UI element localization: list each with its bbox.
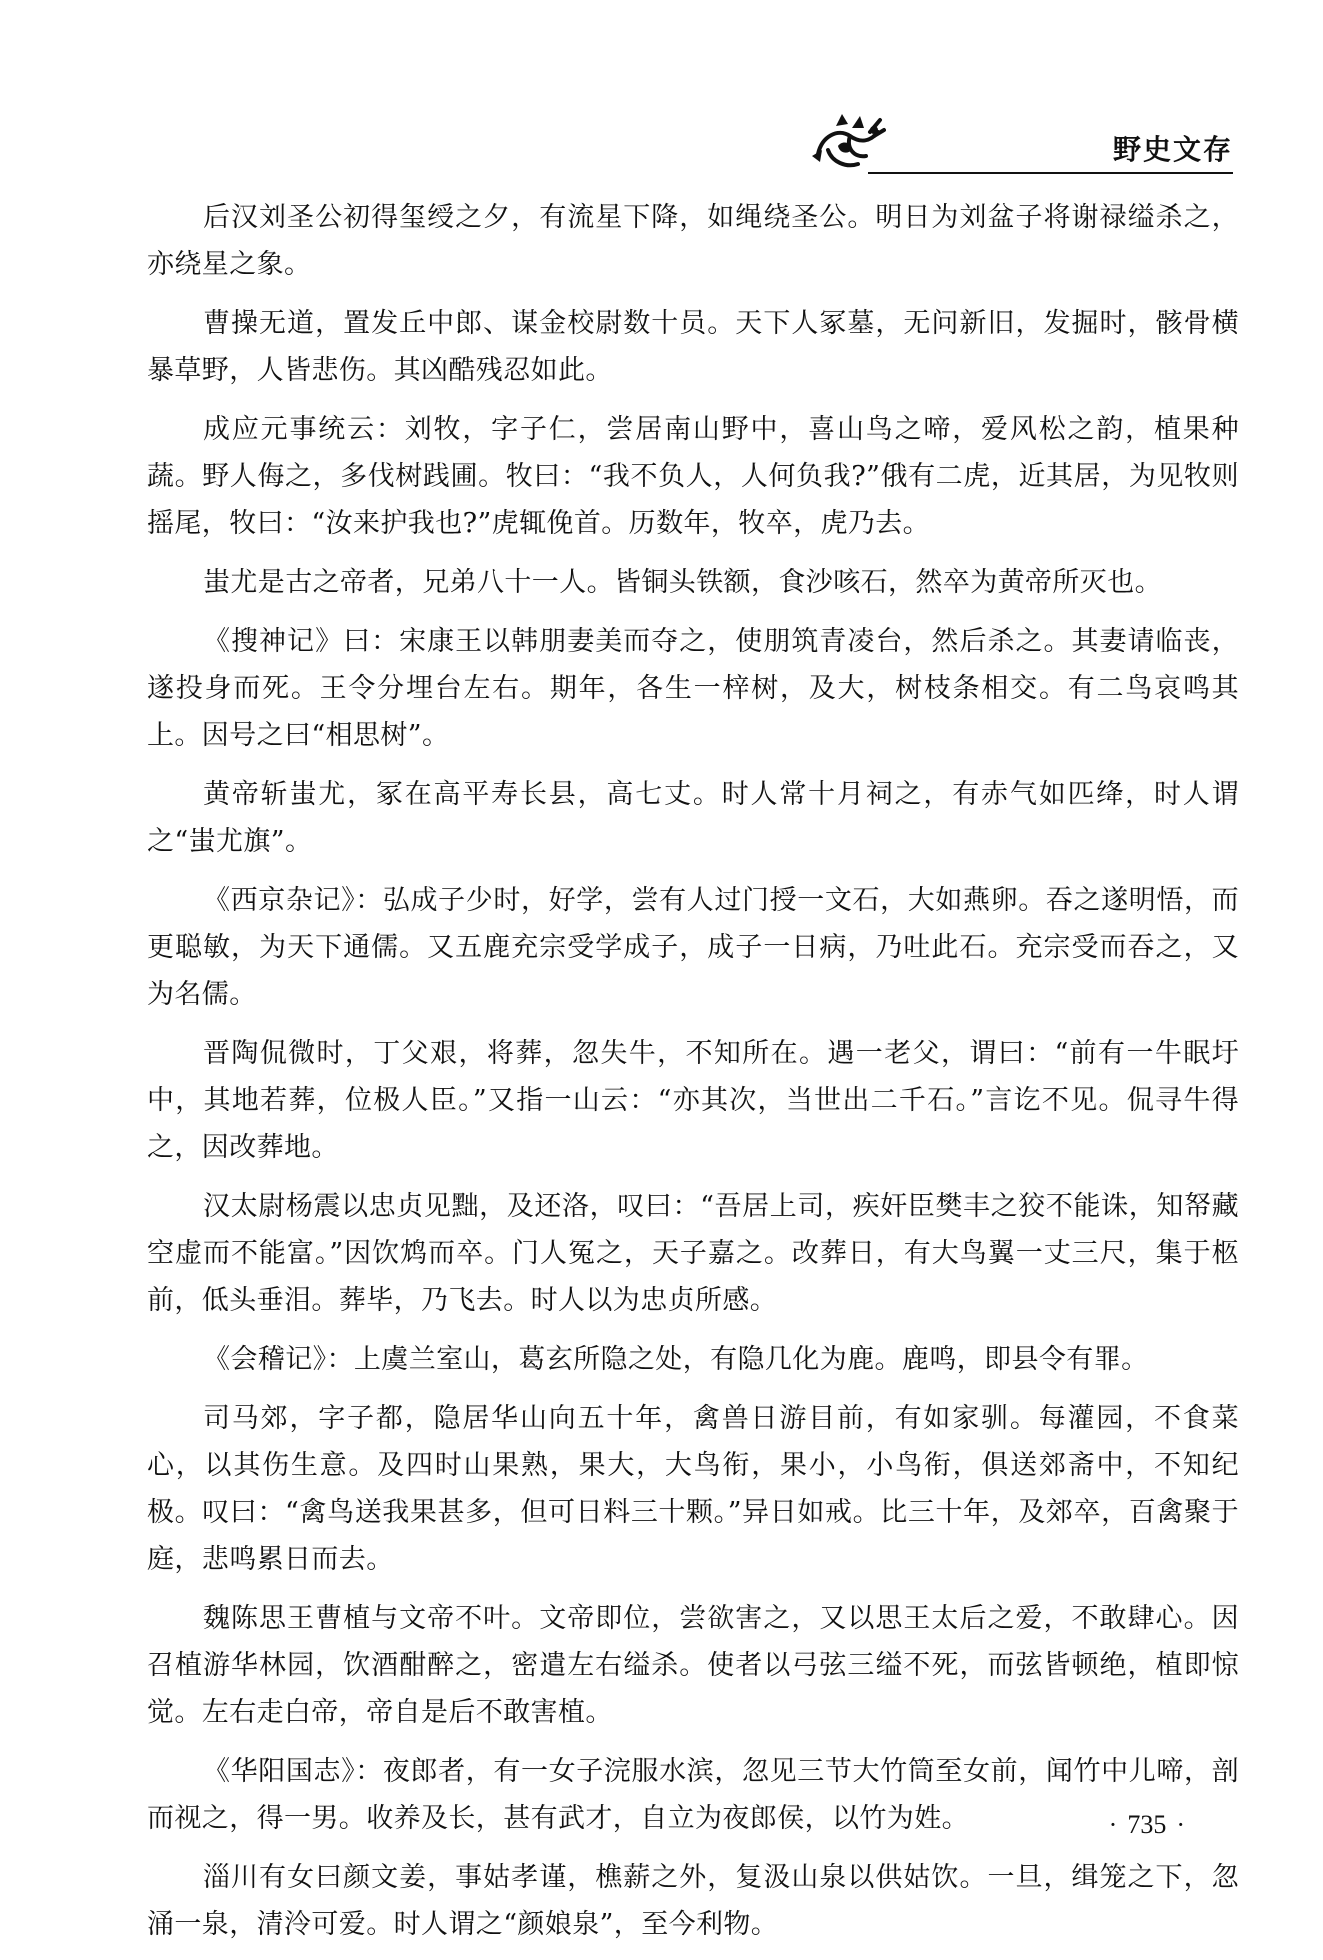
page-number-value: 735: [1127, 1810, 1167, 1839]
page-number-dot: ·: [1108, 1810, 1118, 1839]
running-header: [808, 106, 1233, 176]
paragraph: 司马郊，字子都，隐居华山向五十年，禽兽日游目前，有如家驯。每灌园，不食菜心，以其伤生意。及四时山果熟，果大，大鸟衔，果小，小鸟衔，俱送郊斋中，不知纪极。叹曰：“禽鸟送我果甚多，但可日料三十颗。”异日如戒。比三十年，及郊卒，百禽聚于庭，悲鸣累日而去。: [147, 1403, 1239, 1575]
paragraph: 魏陈思王曹植与文帝不叶。文帝即位，尝欲害之，又以思王太后之爱，不敢肆心。因召植游华林园，饮酒酣醉之，密遣左右缢杀。使者以弓弦三缢不死，而弦皆顿绝，植即惊觉。左右走白帝，帝自是后不敢害植。: [147, 1603, 1239, 1728]
paragraph: 成应元事统云：刘牧，字子仁，尝居南山野中，喜山鸟之啼，爱风松之韵，植果种蔬。野人侮之，多伐树践圃。牧曰：“我不负人，人何负我?”俄有二虎，近其居，为见牧则摇尾，牧曰：“汝来护我也?”虎辄俛首。历数年，牧卒，虎乃去。: [147, 414, 1239, 539]
paragraph: 《搜神记》曰：宋康王以韩朋妻美而夺之，使朋筑青凌台，然后杀之。其妻请临丧，遂投身而死。王令分埋台左右。期年，各生一梓树，及大，树枝条相交。有二鸟哀鸣其上。因号之曰“相思树”。: [147, 626, 1239, 751]
header-rule: [868, 172, 1233, 174]
paragraph: 淄川有女曰颜文姜，事姑孝谨，樵薪之外，复汲山泉以供姑饮。一旦，缉笼之下，忽涌一泉，清泠可爱。时人谓之“颜娘泉”，至今利物。: [147, 1862, 1239, 1940]
page-number-dot: ·: [1176, 1810, 1185, 1839]
paragraph: 晋陶侃微时，丁父艰，将葬，忽失牛，不知所在。遇一老父，谓曰：“前有一牛眠圩中，其地若葬，位极人臣。”又指一山云：“亦其次，当世出二千石。”言讫不见。侃寻牛得之，因改葬地。: [147, 1038, 1239, 1163]
page-number: [1099, 1810, 1195, 1840]
paragraph: 《华阳国志》：夜郎者，有一女子浣服水滨，忽见三节大竹筒至女前，闻竹中儿啼，剖而视之，得一男。收养及长，甚有武才，自立为夜郎侯，以竹为姓。: [147, 1756, 1239, 1834]
paragraph: 黄帝斩蚩尤，冢在高平寿长县，高七丈。时人常十月祠之，有赤气如匹绛，时人谓之“蚩尤旗”。: [147, 779, 1239, 857]
running-header-title: 野史文存: [1112, 133, 1233, 166]
paragraph: 曹操无道，置发丘中郎、谋金校尉数十员。天下人冢墓，无问新旧，发掘时，骸骨横暴草野，人皆悲伤。其凶酷残忍如此。: [147, 308, 1239, 386]
paragraph: 蚩尤是古之帝者，兄弟八十一人。皆铜头铁额，食沙咳石，然卒为黄帝所灭也。: [203, 567, 1162, 598]
paragraph: 汉太尉杨震以忠贞见黜，及还洛，叹曰：“吾居上司，疾奸臣樊丰之狡不能诛，知帑藏空虚而不能富。”因饮鸩而卒。门人冤之，天子嘉之。改葬日，有大鸟翼一丈三尺，集于柩前，低头垂泪。葬毕，乃飞去。时人以为忠贞所感。: [147, 1191, 1239, 1316]
paragraph: 后汉刘圣公初得玺绶之夕，有流星下降，如绳绕圣公。明日为刘盆子将谢禄缢杀之，亦绕星之象。: [147, 202, 1239, 280]
paragraph: 《西京杂记》：弘成子少时，好学，尝有人过门授一文石，大如燕卵。吞之遂明悟，而更聪敏，为天下通儒。又五鹿充宗受学成子，成子一日病，乃吐此石。充宗受而吞之，又为名儒。: [147, 885, 1239, 1010]
page-body: [147, 194, 1239, 1960]
paragraph: 《会稽记》：上虞兰室山，葛玄所隐之处，有隐几化为鹿。鹿鸣，即县令有罪。: [203, 1344, 1149, 1375]
dragon-emblem-icon: [808, 106, 886, 176]
